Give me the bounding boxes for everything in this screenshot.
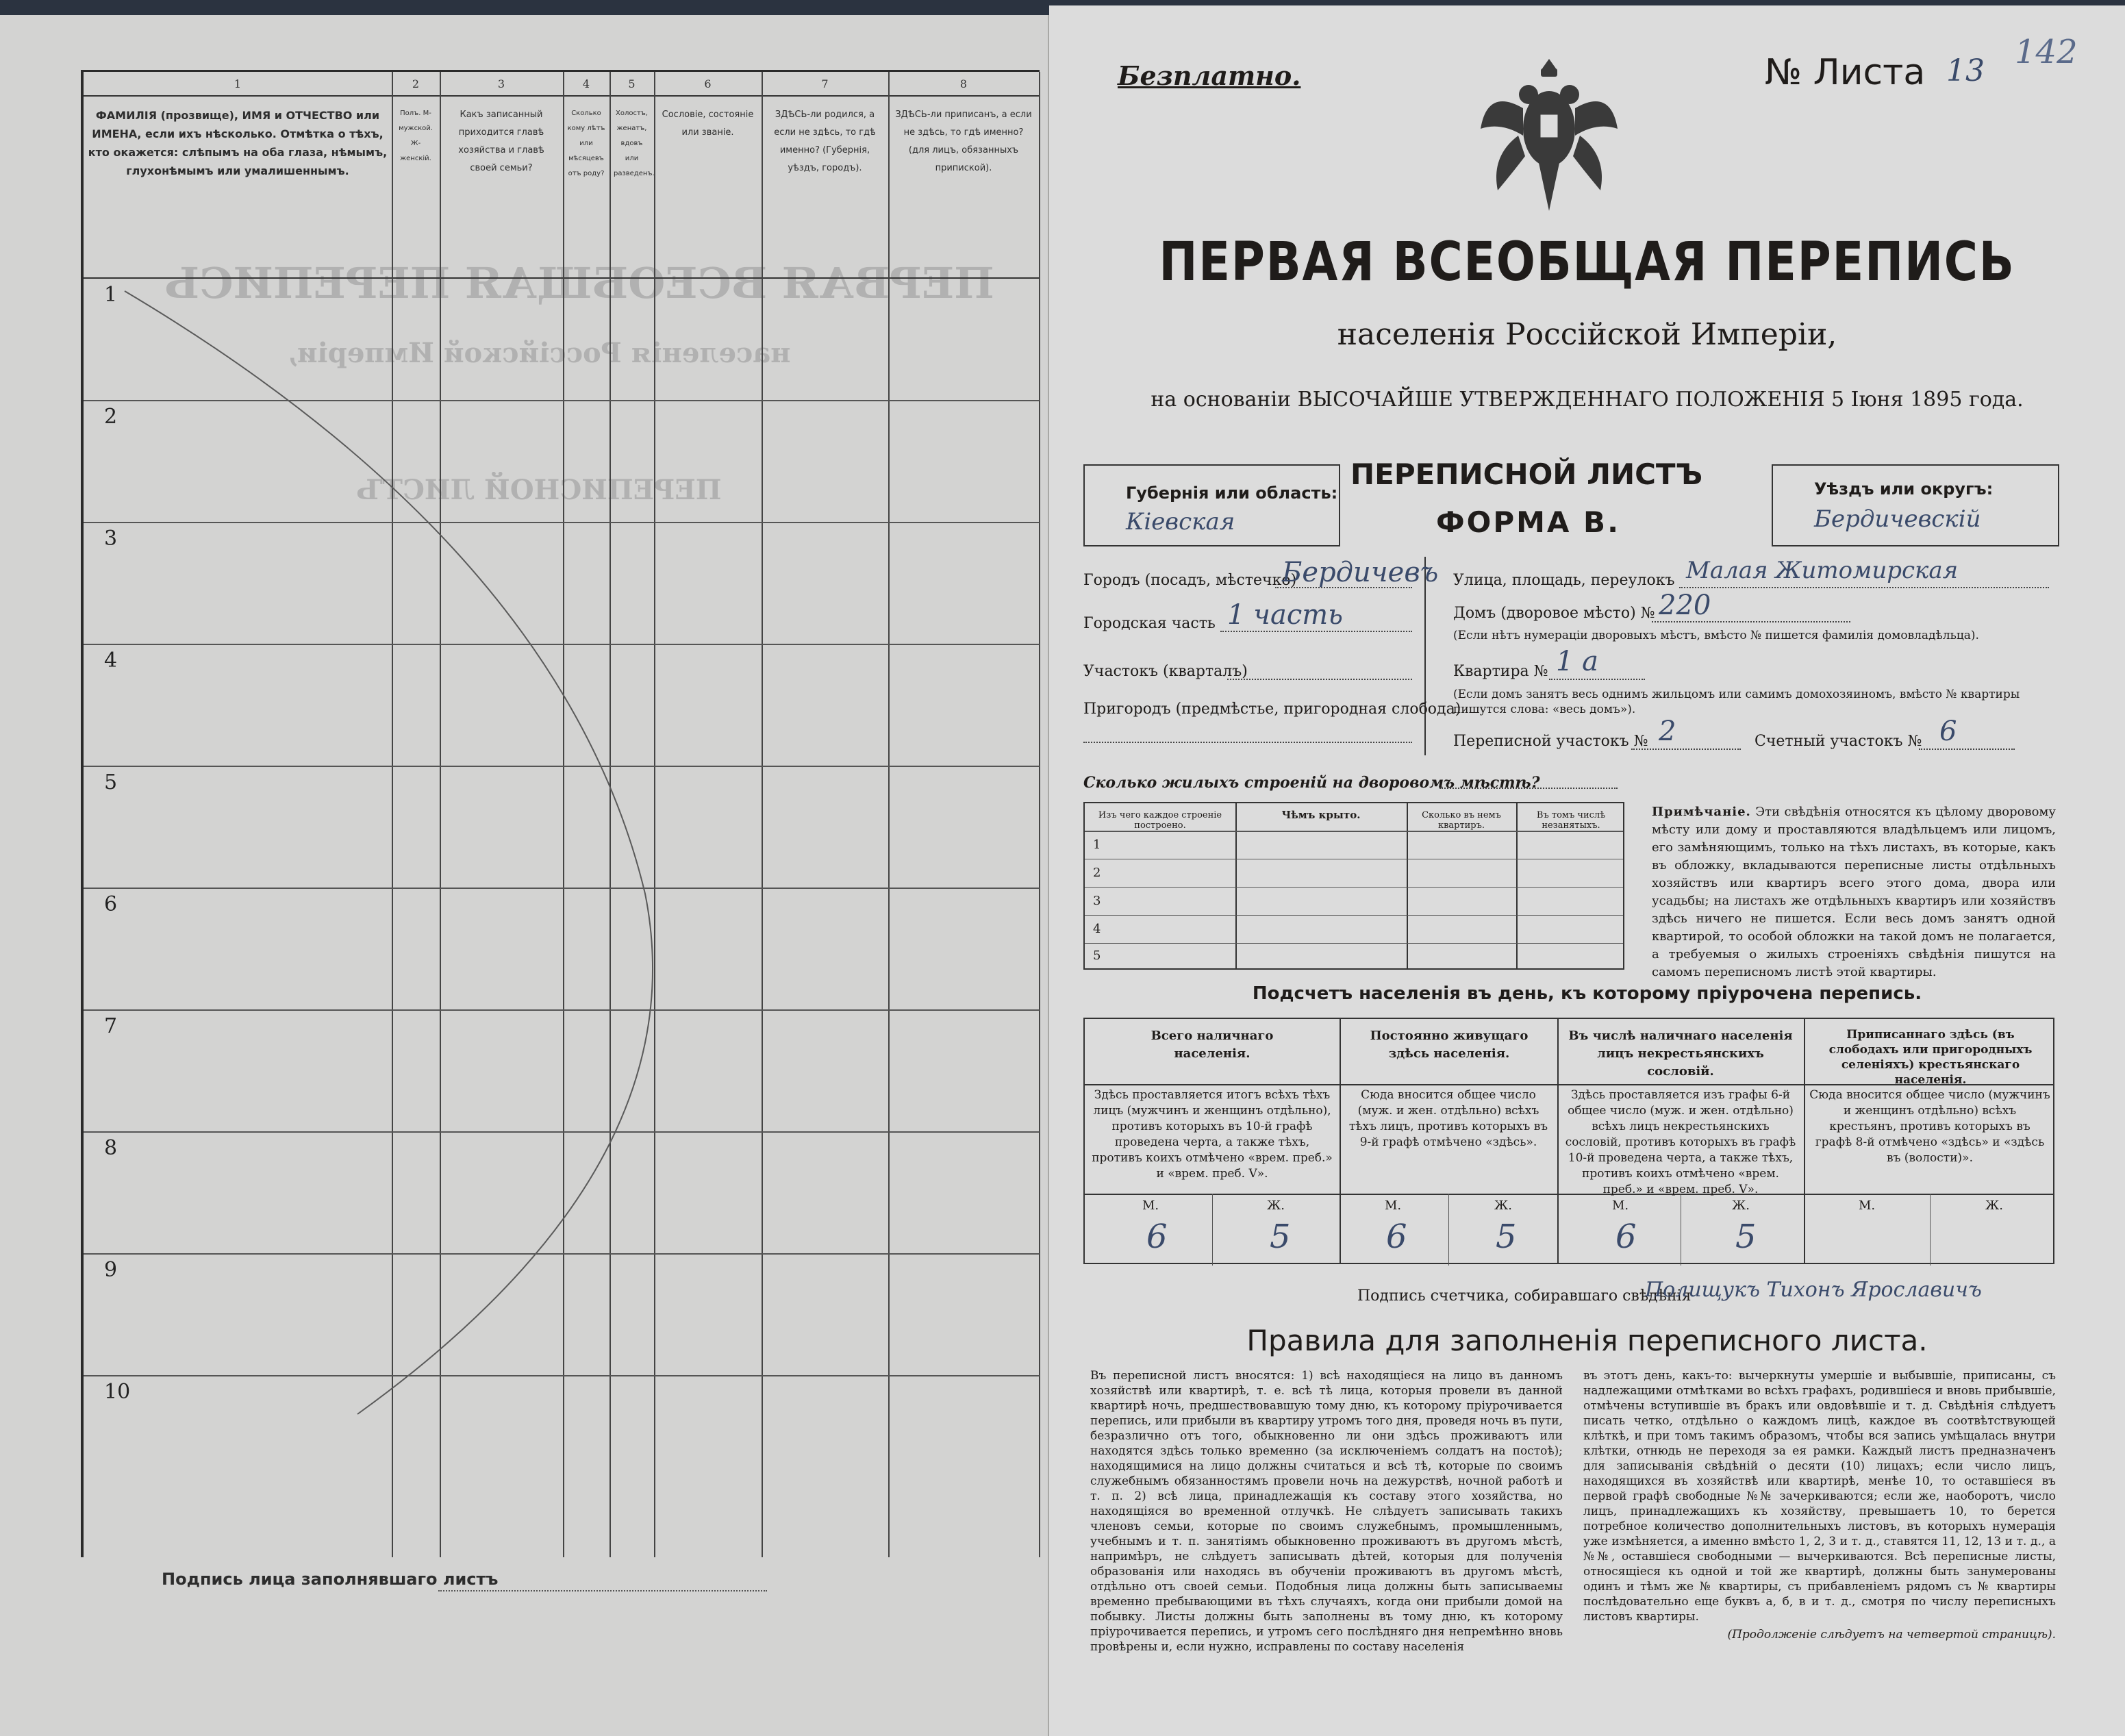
buildings-table <box>1083 802 1624 970</box>
column-number: 2 <box>412 77 420 90</box>
street-line <box>1679 587 2049 588</box>
page-subtitle: населенія Россійской Имперіи, <box>1337 317 1837 352</box>
house-value: 220 <box>1659 590 1711 621</box>
count-value-nonpeasant-male: 6 <box>1615 1218 1637 1256</box>
count-col-divider <box>1557 1019 1559 1263</box>
filler-signature-label: Подпись лица заполнявшаго листъ <box>162 1570 499 1589</box>
count-title: Подсчетъ населенія въ день, къ которому пріурочена перепись. <box>1252 983 1922 1004</box>
buildings-row-number: 4 <box>1093 922 1101 936</box>
form-subtitle: ФОРМА В. <box>1436 505 1621 539</box>
filler-signature-line <box>438 1590 767 1592</box>
buildings-row-divider <box>1085 915 1623 916</box>
bleed-through-subtitle: населенія Россійской Имперіи, <box>288 337 791 369</box>
bleed-through-form-title: ПЕРЕПИСНОЙ ЛИСТЪ <box>356 474 722 506</box>
census-precinct-line <box>1631 749 1741 750</box>
count-value-permanent-female: 5 <box>1496 1218 1517 1256</box>
note-text: Эти свѣдѣнія относятся къ цѣлому дворовому мѣсту или дому и проставляются владѣльцемъ или лицомъ, его замѣняющимъ, только на тѣхъ листахъ, въ которые, какъ въ обложку, вкладываются переписные листы отдѣльныхъ хозяйствъ или квартиръ всего этого дома, двора или усадьбы; на листахъ же отдѣльныхъ квартиръ или хозяйствъ здѣсь ничего не пишется. Если весь домъ занятъ одной квартирой, то особой обложки на такой домъ не полагается, а требуемыя о жилыхъ строеніяхъ свѣдѣнія пишутся на самомъ переписномъ листѣ этой квартиры. <box>1652 805 2056 979</box>
sex-label: Ж. <box>1267 1198 1285 1213</box>
left-person-table <box>81 70 1040 1557</box>
sex-label: Ж. <box>1985 1198 2003 1213</box>
row-number: 9 <box>104 1258 118 1282</box>
form-title: ПЕРЕПИСНОЙ ЛИСТЪ <box>1350 457 1703 491</box>
census-precinct-label: Переписной участокъ № <box>1453 733 1648 750</box>
buildings-row-divider <box>1085 887 1623 888</box>
enumerator-signature: Полищукъ Тихонъ Ярославичъ <box>1645 1278 1982 1302</box>
city-part-value: 1 чаcть <box>1227 599 1344 631</box>
city-label: Городъ (посадъ, мѣстечко) <box>1083 572 1297 589</box>
sheet-number-label: № Листа <box>1765 52 1926 93</box>
row-number: 6 <box>104 892 118 916</box>
sheet-number-value: 13 <box>1946 53 1985 88</box>
column-number: 6 <box>704 77 712 90</box>
row-number: 10 <box>104 1380 131 1404</box>
column-number: 1 <box>234 77 242 90</box>
sex-label: М. <box>1385 1198 1402 1213</box>
row-number: 8 <box>104 1136 118 1160</box>
rules-left-column: Въ переписной листъ вносятся: 1) всѣ находящіеся на лицо въ данномъ хозяйствѣ или квартирѣ, т. е. всѣ тѣ лица, которыя провели въ данной квартирѣ ночь, предшествовавшую тому дню, къ которому пріурочивается перепись, или прибыли въ квартиру утромъ того дня, проведя ночь въ пути, безразлично отъ того, обыкновенно ли они здѣсь проживаютъ или находятся здѣсь только временно (за исключеніемъ солдатъ на постоѣ); находящимися на лицо должны считаться и всѣ тѣ, которые по своимъ служебнымъ обязанностямъ провели ночь на дежурствѣ, ночной работѣ и т. п. 2) всѣ лица, принадлежащія къ составу этого хозяйства, но находящіяся во временной отлучкѣ. Не слѣдуетъ записывать такихъ членовъ семьи, которые по своимъ служебнымъ, промышленнымъ, учебнымъ и т. п. занятіямъ обыкновенно проживаютъ въ другомъ мѣстѣ, напримѣръ, не слѣдуетъ записывать дѣтей, которыя для полученія образованія или находясь въ обученіи проживаютъ въ другомъ мѣстѣ, отдѣльно отъ своей семьи. Подобныя лица должны быть записываемы временно пребывающими въ тѣхъ случаяхъ, когда они прибыли домой на побывку. Листы должны быть заполнены въ тому дню, къ которому пріурочивается перепись, и утромъ сего послѣдняго дня непремѣнно вновь провѣрены и, если нужно, исправлены по составу населенія <box>1090 1369 1563 1654</box>
buildings-header: Сколько въ немъ квартиръ. <box>1422 810 1501 831</box>
precinct-line <box>1227 679 1412 680</box>
count-value-total-male: 6 <box>1146 1218 1168 1256</box>
decree-line: на основаніи ВЫСОЧАЙШЕ УТВЕРЖДЕННАГО ПОЛОЖЕНІЯ 5 Іюня 1895 года. <box>1150 388 2024 412</box>
buildings-row-number: 3 <box>1093 894 1101 908</box>
apartment-line <box>1549 679 1645 680</box>
header-birthplace: ЗДѢСЬ-ли родился, а если не здѣсь, то гдѣ именно? (Губернія, уѣздъ, городъ). <box>774 110 876 173</box>
header-age: Сколько кому лѣтъ или мѣсяцевъ отъ роду? <box>567 110 605 177</box>
header-marital: Холостъ, женатъ, вдовъ или разведенъ. <box>614 110 655 177</box>
count-header: Въ числѣ наличнаго населенія лицъ некрестьянскихъ сословій. <box>1568 1029 1793 1079</box>
count-value-total-female: 5 <box>1270 1218 1291 1256</box>
buildings-row-divider <box>1085 943 1623 944</box>
sex-label: Ж. <box>1494 1198 1512 1213</box>
row-number: 7 <box>104 1014 118 1038</box>
row-number: 3 <box>104 527 118 551</box>
row-number: 5 <box>104 770 118 794</box>
buildings-question-line <box>1439 788 1618 789</box>
buildings-header: Въ томъ числѣ незанятыхъ. <box>1536 810 1606 831</box>
enumerator-label: Подпись счетчика, собиравшаго свѣдѣнія <box>1357 1287 1692 1305</box>
rules-continued: (Продолженіе слѣдуетъ на четвертой страницѣ). <box>1727 1628 2056 1641</box>
count-col-divider <box>1340 1019 1341 1263</box>
sex-label: М. <box>1859 1198 1876 1213</box>
rules-right-text: въ этотъ день, какъ-то: вычеркнуты умершіе и выбывшіе, приписаны, съ надлежащими отмѣтками во всѣхъ графахъ, родившіеся и вновь прибывшіе, отмѣчены вступившіе въ бракъ или овдовѣвшіе и т. д. Свѣдѣнія слѣдуетъ писать четко, отдѣльно о каждомъ лицѣ, каждое въ соотвѣтствующей клѣткѣ, и при томъ такимъ образомъ, чтобы вся запись умѣщалась внутри клѣтки, отнюдь не переходя за ея рамки. Каждый листъ предназначенъ для записыванія свѣдѣній о десяти (10) лицахъ; если число лицъ, находящихся въ хозяйствѣ или квартирѣ, менѣе 10, то оставшіеся въ первой графѣ свободные №№ зачеркиваются; если же, наоборотъ, число лицъ, принадлежащихъ къ хозяйству, превышаетъ 10, то берется потребное количество дополнительныхъ листовъ, въ которыхъ нумерація уже измѣняется, а именно вмѣсто 1, 2, 3 и т. д., ставятся 11, 12, 13 и т. д., а №№, оставшіеся свободными — вычеркиваются. Всѣ переписные листы, относящіеся къ одной и той же квартирѣ, должны быть занумерованы одинъ и тѣмъ же № квартиры, съ прибавленіемъ рядомъ съ № квартиры послѣдовательно еще буквъ а, б, в и т. д., смотря по числу переписныхъ листовъ квартиры. <box>1583 1369 2056 1624</box>
buildings-question: Сколько жилыхъ строеній на дворовомъ мѣстѣ? <box>1083 774 1540 792</box>
column-number: 4 <box>582 77 590 90</box>
column-number: 3 <box>497 77 505 90</box>
column-number: 5 <box>628 77 636 90</box>
population-count-table <box>1083 1018 2054 1264</box>
count-header: Приписаннаго здѣсь (въ слободахъ или пригородныхъ селеніяхъ) крестьянскаго населенія. <box>1828 1028 2033 1087</box>
column-number: 8 <box>959 77 968 90</box>
apartment-note: (Если домъ занятъ весь однимъ жильцомъ или самимъ домохозяиномъ, вмѣсто № квартиры пишутся слова: «весь домъ»). <box>1453 688 2020 716</box>
city-value: Бердичевъ <box>1282 557 1439 588</box>
buildings-row-number: 5 <box>1093 948 1101 963</box>
street-value: Малая Житомирская <box>1686 557 1959 584</box>
governorate-label: Губернія или область: <box>1126 483 1338 503</box>
header-relation: Какъ записанный приходится главѣ хозяйства и главѣ своей семьи? <box>458 110 544 173</box>
count-precinct-value: 6 <box>1939 716 1957 747</box>
buildings-row-number: 1 <box>1093 838 1101 852</box>
count-value-nonpeasant-female: 5 <box>1735 1218 1757 1256</box>
district-box <box>1772 464 2059 546</box>
apartment-value: 1 а <box>1556 646 1599 677</box>
governorate-box <box>1083 464 1340 546</box>
city-part-line <box>1220 631 1412 632</box>
address-area <box>1083 557 2056 755</box>
count-sub-divider <box>1448 1194 1449 1266</box>
suburb-label: Пригородъ (предмѣстье, пригородная слобода) <box>1083 701 1461 718</box>
row-number: 1 <box>104 283 118 307</box>
district-label: Уѣздъ или округъ: <box>1814 479 1994 499</box>
archive-page-number: 142 <box>2015 33 2078 71</box>
city-line <box>1275 587 1412 588</box>
count-description: Сюда вносится общее число (мужчинъ и женщинъ отдѣльно) всѣхъ крестьянъ, противъ которыхъ въ графѣ 8-й отмѣчено «здѣсь» и «здѣсь въ (волости)». <box>1809 1088 2050 1165</box>
count-description: Здѣсь проставляется изъ графы 6-й общее число (муж. и жен. отдѣльно) всѣхъ лицъ некрестьянскихъ сословій, противъ которыхъ въ графѣ 10-й проведена черта, а также тѣхъ, противъ коихъ отмѣчено «врем. преб.» и «врем. преб. V». <box>1565 1088 1796 1196</box>
note-block <box>1652 803 2056 981</box>
count-description: Сюда вносится общее число (муж. и жен. отдѣльно) всѣхъ тѣхъ лицъ, противъ которыхъ въ 9-й графѣ отмѣчено «здѣсь». <box>1348 1088 1548 1149</box>
city-part-label: Городская часть <box>1083 615 1216 632</box>
rules-right-column <box>1583 1368 2056 1642</box>
rules-title: Правила для заполненія переписного листа. <box>1246 1324 1928 1357</box>
suburb-line <box>1083 742 1412 743</box>
count-precinct-line <box>1919 749 2015 750</box>
count-header: Постоянно живущаго здѣсь населенія. <box>1370 1029 1529 1061</box>
apartment-label: Квартира № <box>1453 663 1548 680</box>
sex-label: М. <box>1612 1198 1629 1213</box>
header-registration: ЗДѢСЬ-ли приписанъ, а если не здѣсь, то гдѣ именно? (для лицъ, обязанныхъ припиской). <box>895 110 1032 173</box>
count-description: Здѣсь проставляется итогъ всѣхъ тѣхъ лицъ (мужчинъ и женщинъ отдѣльно), противъ которыхъ въ 10-й графѣ проведена черта, а также тѣхъ, противъ коихъ отмѣчено «врем. преб.» и «врем. преб. V». <box>1092 1088 1333 1181</box>
double-headed-eagle-emblem-icon <box>1474 47 1624 218</box>
buildings-header: Чѣмъ крыто. <box>1281 809 1361 821</box>
page-title: ПЕРВАЯ ВСЕОБЩАЯ ПЕРЕПИСЬ <box>1159 231 2015 293</box>
count-precinct-label: Счетный участокъ № <box>1755 733 1922 750</box>
column-number: 7 <box>821 77 829 90</box>
row-number: 4 <box>104 649 118 672</box>
house-line <box>1652 621 1850 622</box>
count-col-divider <box>1804 1019 1805 1263</box>
header-sex: Полъ. М-мужской. Ж-женскій. <box>399 110 433 162</box>
buildings-row-number: 2 <box>1093 866 1101 880</box>
sex-label: Ж. <box>1732 1198 1750 1213</box>
header-name: ФАМИЛІЯ (прозвище), ИМЯ и ОТЧЕСТВО или ИМЕНА, если ихъ нѣсколько. Отмѣтка о тѣхъ, кто окажется: слѣпымъ на оба глаза, нѣмымъ, глухонѣмымъ или умалишеннымъ. <box>88 109 388 177</box>
governorate-value: Кіевская <box>1126 508 1235 536</box>
free-label: Безплатно. <box>1118 60 1301 91</box>
header-estate: Сословіе, состояніе или званіе. <box>662 110 754 138</box>
row-number: 2 <box>104 405 118 429</box>
street-label: Улица, площадь, переулокъ <box>1453 572 1675 589</box>
count-sub-divider <box>1212 1194 1213 1266</box>
count-sub-divider <box>1930 1194 1931 1266</box>
district-value: Бердичевскій <box>1814 505 1981 533</box>
house-note: (Если нѣтъ нумераціи дворовыхъ мѣстъ, вмѣсто № пишется фамилія домовладѣльца). <box>1453 629 1979 642</box>
cross-out-stroke <box>84 72 1042 1559</box>
bleed-through-title: ПЕРВАЯ ВСЕОБЩАЯ ПЕРЕПИСЬ <box>164 258 994 308</box>
count-value-permanent-male: 6 <box>1386 1218 1407 1256</box>
sex-label: М. <box>1142 1198 1159 1213</box>
buildings-header-divider <box>1085 831 1623 832</box>
buildings-header: Изъ чего каждое строеніе построено. <box>1098 810 1222 831</box>
precinct-label: Участокъ (кварталъ) <box>1083 663 1248 680</box>
left-page <box>0 15 1049 1736</box>
note-title: Примѣчаніе. <box>1652 805 1751 819</box>
right-page <box>1049 5 2125 1736</box>
count-header: Всего наличнаго населенія. <box>1150 1029 1274 1061</box>
house-label: Домъ (дворовое мѣсто) № <box>1453 605 1655 622</box>
census-precinct-value: 2 <box>1659 716 1676 747</box>
